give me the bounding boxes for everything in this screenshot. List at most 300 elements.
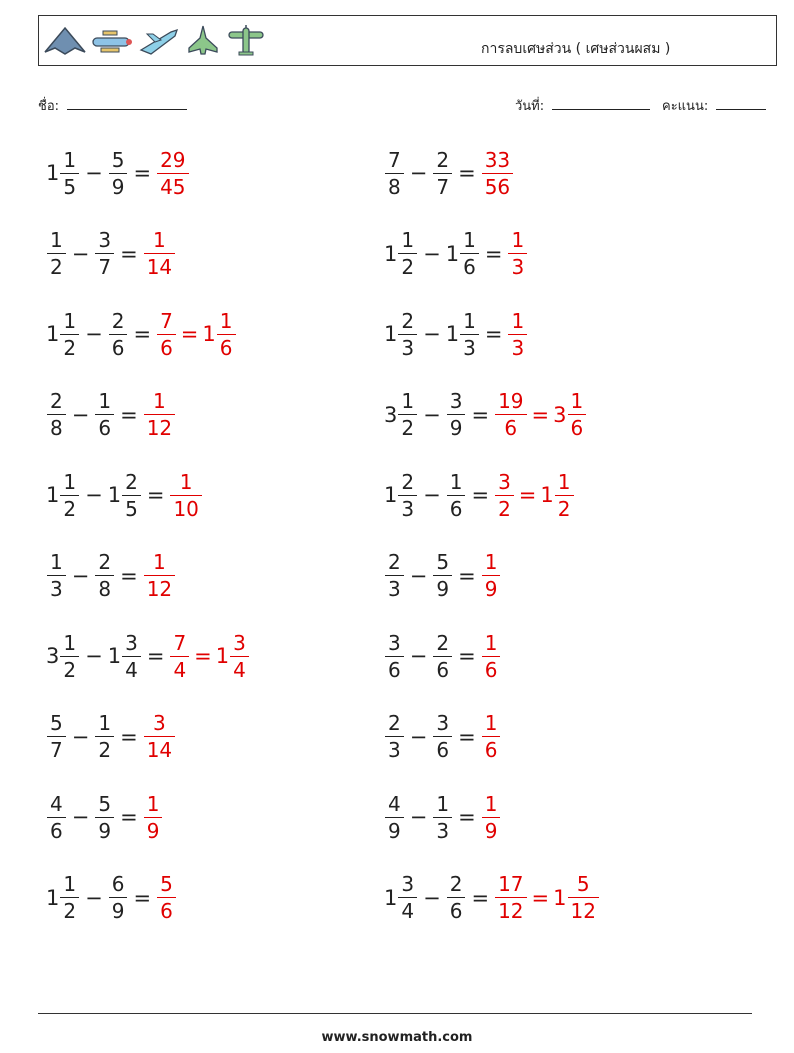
minus-sign: − [423,402,441,427]
denominator: 9 [482,575,501,599]
worksheet-header [38,15,777,66]
denominator: 9 [447,414,466,438]
denominator: 3 [433,817,452,841]
whole-number: 1 [46,161,60,185]
numerator: 2 [388,711,401,735]
whole-number: 1 [46,885,60,910]
subtrahend [108,308,129,360]
denominator: 4 [230,656,249,680]
fraction [122,630,141,682]
fraction [122,469,141,521]
numerator: 3 [401,872,415,896]
fraction [47,552,66,599]
fraction [60,147,79,199]
subtrahend [94,230,115,277]
problem-row [384,145,514,201]
numerator: 1 [401,228,415,252]
numerator: 7 [160,308,173,333]
numerator: 5 [160,872,173,896]
numerator: 2 [401,469,415,494]
numerator: 33 [484,147,511,172]
fraction [433,791,452,843]
problem-row [46,870,177,926]
numerator: 3 [125,630,138,655]
problem-row [384,789,501,845]
problem-row [384,226,528,282]
subtrahend [432,147,453,199]
minuend [46,308,80,360]
fraction [60,874,79,921]
minuend [46,230,67,277]
numerator: 1 [153,389,166,413]
minus-sign: − [71,805,90,829]
denominator: 6 [495,414,526,438]
minus-sign: − [423,885,441,910]
minuend [384,713,405,760]
numerator: 1 [153,550,166,574]
denominator: 6 [95,414,114,438]
denominator: 5 [122,495,141,519]
numerator: 1 [63,469,77,494]
answer [481,147,514,199]
denominator: 14 [144,253,175,277]
equals-sign: = [458,644,476,668]
denominator: 9 [109,173,128,197]
equals-sign: = [120,805,138,829]
denominator: 9 [95,817,114,841]
fraction [95,391,114,438]
denominator: 9 [385,817,404,841]
numerator: 6 [111,872,125,896]
numerator: 1 [484,711,498,735]
numerator: 5 [576,872,590,896]
numerator: 2 [436,630,450,655]
fraction [447,391,466,438]
answer-whole-number: 1 [202,322,216,346]
problem-row [46,306,237,362]
fraction [95,791,114,843]
denominator: 12 [495,897,526,921]
denominator: 6 [157,334,176,358]
fraction [95,552,114,599]
problem-row [384,548,501,604]
minus-sign: − [409,805,428,829]
minuend [384,552,405,599]
denominator: 12 [144,575,175,599]
numerator: 5 [50,711,63,735]
answer [143,713,176,760]
answer [156,147,189,199]
answer-fraction [482,791,501,843]
subtrahend [446,391,467,438]
problem-row [46,387,176,443]
numerator: 2 [50,389,63,413]
whole-number: 1 [445,322,460,346]
numerator: 1 [557,469,571,494]
equals-sign: = [484,241,503,266]
answer [481,791,502,843]
answer-fraction [482,147,513,199]
numerator: 3 [436,711,450,735]
denominator: 9 [482,817,501,841]
numerator: 1 [146,791,160,816]
equals-sign: = [471,402,490,427]
subtrahend [108,874,129,921]
answer [507,308,528,360]
numerator: 1 [463,308,476,333]
denominator: 3 [385,736,404,760]
answer-whole-number: 1 [540,483,554,507]
denominator: 7 [95,253,114,277]
problem-row [384,870,600,926]
whole-number: 1 [107,483,122,507]
numerator: 1 [449,469,463,494]
problem-row [384,306,528,362]
date-label: วันที่: [515,99,545,114]
numerator: 2 [111,308,125,333]
stealth-bomber-icon [43,24,87,58]
answer [494,874,600,921]
minus-sign: − [71,241,90,266]
answer-fraction [495,469,514,521]
numerator: 3 [449,389,463,413]
numerator: 1 [463,228,476,252]
subtrahend [432,552,453,599]
answer [494,469,574,521]
whole-number: 1 [384,483,398,507]
numerator: 1 [511,308,525,333]
answer-whole-number: 3 [553,402,567,427]
denominator: 3 [508,334,527,358]
minuend [46,713,67,760]
numerator: 3 [153,711,166,735]
minus-sign: − [71,563,90,588]
minus-sign: − [409,724,428,749]
minus-sign: − [85,483,103,507]
problem-row [46,789,163,845]
minuend [46,147,80,199]
equals-sign: = [146,483,165,507]
denominator: 3 [47,575,66,599]
denominator: 6 [482,736,501,760]
denominator: 56 [482,173,513,197]
numerator: 5 [111,147,125,172]
numerator: 1 [179,469,193,494]
denominator: 6 [568,414,587,438]
numerator: 1 [98,389,112,413]
answer [156,874,177,921]
name-blank[interactable] [67,97,187,110]
denominator: 6 [157,897,176,921]
numerator: 2 [436,147,450,172]
minuend [384,308,418,360]
answer-mixed-fraction [568,391,587,438]
fraction [95,713,114,760]
numerator: 4 [388,791,401,816]
denominator: 12 [568,897,599,921]
denominator: 8 [385,173,404,197]
minuend [46,630,80,682]
minus-sign: − [409,563,428,588]
denominator: 45 [157,173,188,197]
date-field[interactable] [515,95,650,116]
subtrahend [94,391,115,438]
fraction [60,469,79,521]
equals-sign: = [120,402,138,427]
fraction [447,874,466,921]
denominator: 6 [217,334,236,358]
fraction [385,630,404,682]
numerator: 2 [401,308,415,333]
numerator: 1 [436,791,450,816]
answer-fraction [482,630,501,682]
fraction [433,147,452,199]
answer-fraction [144,713,175,760]
minuend [384,230,418,277]
minus-sign: − [85,322,103,346]
answer-fraction [144,791,163,843]
minuend [46,874,80,921]
date-blank[interactable] [552,97,650,110]
denominator: 2 [60,334,79,358]
problem-row [384,628,501,684]
numerator: 3 [388,630,401,655]
answer [169,630,249,682]
numerator: 2 [449,872,463,896]
minus-sign: − [85,885,103,910]
denominator: 4 [398,897,417,921]
minus-sign: − [423,322,441,346]
denominator: 14 [144,736,175,760]
denominator: 6 [109,334,128,358]
equals-sign: = [120,241,138,266]
equals-sign: = [471,483,490,507]
minus-sign: − [71,402,90,427]
answer-fraction [508,308,527,360]
name-field[interactable] [38,95,187,116]
answer-fraction [157,308,176,360]
minuend [384,147,405,199]
minuend [384,469,418,521]
subtrahend [432,791,453,843]
answer [143,791,164,843]
minuend [384,391,418,438]
fraction [95,230,114,277]
answer [494,391,587,438]
whole-number: 3 [46,644,60,668]
numerator: 7 [388,147,401,172]
denominator: 4 [170,656,189,680]
denominator: 2 [60,656,79,680]
answer-fraction [157,874,176,921]
numerator: 1 [484,550,498,574]
answer-equals-sign: = [518,483,537,507]
numerator: 7 [173,630,187,655]
fraction [109,308,128,360]
answer-whole-number: 1 [553,885,567,910]
subtrahend [446,230,480,277]
denominator: 2 [495,495,514,519]
fraction [109,874,128,921]
minus-sign: − [85,161,103,185]
worksheet-title: การลบเศษส่วน ( เศษส่วนผสม ) [481,41,671,57]
score-label: คะแนน: [662,99,709,114]
fraction [433,713,452,760]
subtrahend [432,713,453,760]
denominator: 2 [95,736,114,760]
numerator: 1 [511,228,525,252]
fraction [47,230,66,277]
equals-sign: = [133,885,152,910]
numerator: 1 [50,550,63,574]
answer-equals-sign: = [194,644,212,668]
denominator: 2 [47,253,66,277]
icon-strip [43,21,267,61]
numerator: 1 [98,711,112,735]
denominator: 2 [60,495,79,519]
fraction [47,391,66,438]
score-blank[interactable] [716,97,766,110]
subtrahend [446,469,467,521]
minuend [46,552,67,599]
fraction [398,874,417,921]
denominator: 7 [47,736,66,760]
denominator: 6 [433,736,452,760]
subtrahend [94,552,115,599]
numerator: 1 [484,791,498,816]
numerator: 1 [570,389,584,413]
subtrahend [94,713,115,760]
whole-number: 1 [384,241,398,266]
name-label: ชื่อ: [38,99,60,114]
subtrahend [432,630,453,682]
fraction [385,552,404,599]
numerator: 1 [63,630,77,655]
denominator: 4 [122,656,141,680]
equals-sign: = [458,805,476,829]
denominator: 2 [398,253,417,277]
answer [481,630,502,682]
numerator: 1 [50,228,63,252]
whole-number: 1 [384,322,398,346]
answer-equals-sign: = [180,322,199,346]
denominator: 5 [60,173,79,197]
numerator: 2 [388,550,401,574]
fraction [109,147,128,199]
minuend [46,391,67,438]
fraction [60,630,79,682]
denominator: 9 [109,897,128,921]
numerator: 1 [63,147,77,172]
fraction [398,469,417,521]
denominator: 6 [433,656,452,680]
subtrahend [107,630,142,682]
equals-sign: = [146,644,165,668]
biplane-icon [89,24,135,58]
problem-row [46,548,176,604]
problem-row [46,628,250,684]
answer-equals-sign: = [531,402,550,427]
fraction [385,791,404,843]
equals-sign: = [458,724,476,749]
answer-mixed-fraction [555,469,574,521]
denominator: 10 [170,495,201,519]
answer-fraction [508,230,527,277]
subtrahend [446,874,467,921]
denominator: 6 [447,495,466,519]
fraction [60,308,79,360]
answer-whole-number: 1 [215,644,230,668]
fraction [447,469,466,521]
problem-row [384,387,587,443]
equals-sign: = [120,724,138,749]
fraction [47,713,66,760]
whole-number: 1 [445,241,460,266]
fraction [460,230,479,277]
denominator: 3 [508,253,527,277]
numerator: 1 [153,228,166,252]
denominator: 7 [433,173,452,197]
problem-row [46,145,190,201]
denominator: 9 [144,817,163,841]
answer-mixed-fraction [230,630,249,682]
problem-row [46,709,176,765]
footer-divider [38,1013,752,1014]
minus-sign: − [85,644,103,668]
numerator: 4 [50,791,63,816]
denominator: 9 [433,575,452,599]
numerator: 3 [233,630,246,655]
answer-mixed-fraction [568,874,599,921]
answer [143,552,176,599]
minuend [46,469,80,521]
fighter-jet-icon [183,24,223,58]
whole-number: 1 [384,885,398,910]
answer-fraction [495,874,526,921]
subtrahend [445,308,480,360]
whole-number: 1 [107,644,122,668]
denominator: 3 [398,495,417,519]
denominator: 6 [447,897,466,921]
denominator: 3 [385,575,404,599]
answer [156,308,236,360]
answer-fraction [144,230,175,277]
problem-row [46,467,203,523]
denominator: 2 [398,414,417,438]
score-field[interactable] [662,95,766,116]
numerator: 1 [219,308,233,333]
answer [481,713,502,760]
answer [507,230,528,277]
fraction [433,630,452,682]
numerator: 1 [63,308,77,333]
numerator: 1 [484,630,498,655]
numerator: 1 [401,389,415,413]
answer-fraction [144,552,175,599]
denominator: 2 [555,495,574,519]
equals-sign: = [458,161,476,185]
answer-fraction [170,469,201,521]
numerator: 17 [498,872,524,896]
denominator: 2 [60,897,79,921]
minuend [384,874,418,921]
fraction [398,230,417,277]
numerator: 3 [498,469,511,494]
minus-sign: − [423,241,441,266]
equals-sign: = [458,563,476,588]
numerator: 5 [436,550,450,574]
problem-row [46,226,176,282]
